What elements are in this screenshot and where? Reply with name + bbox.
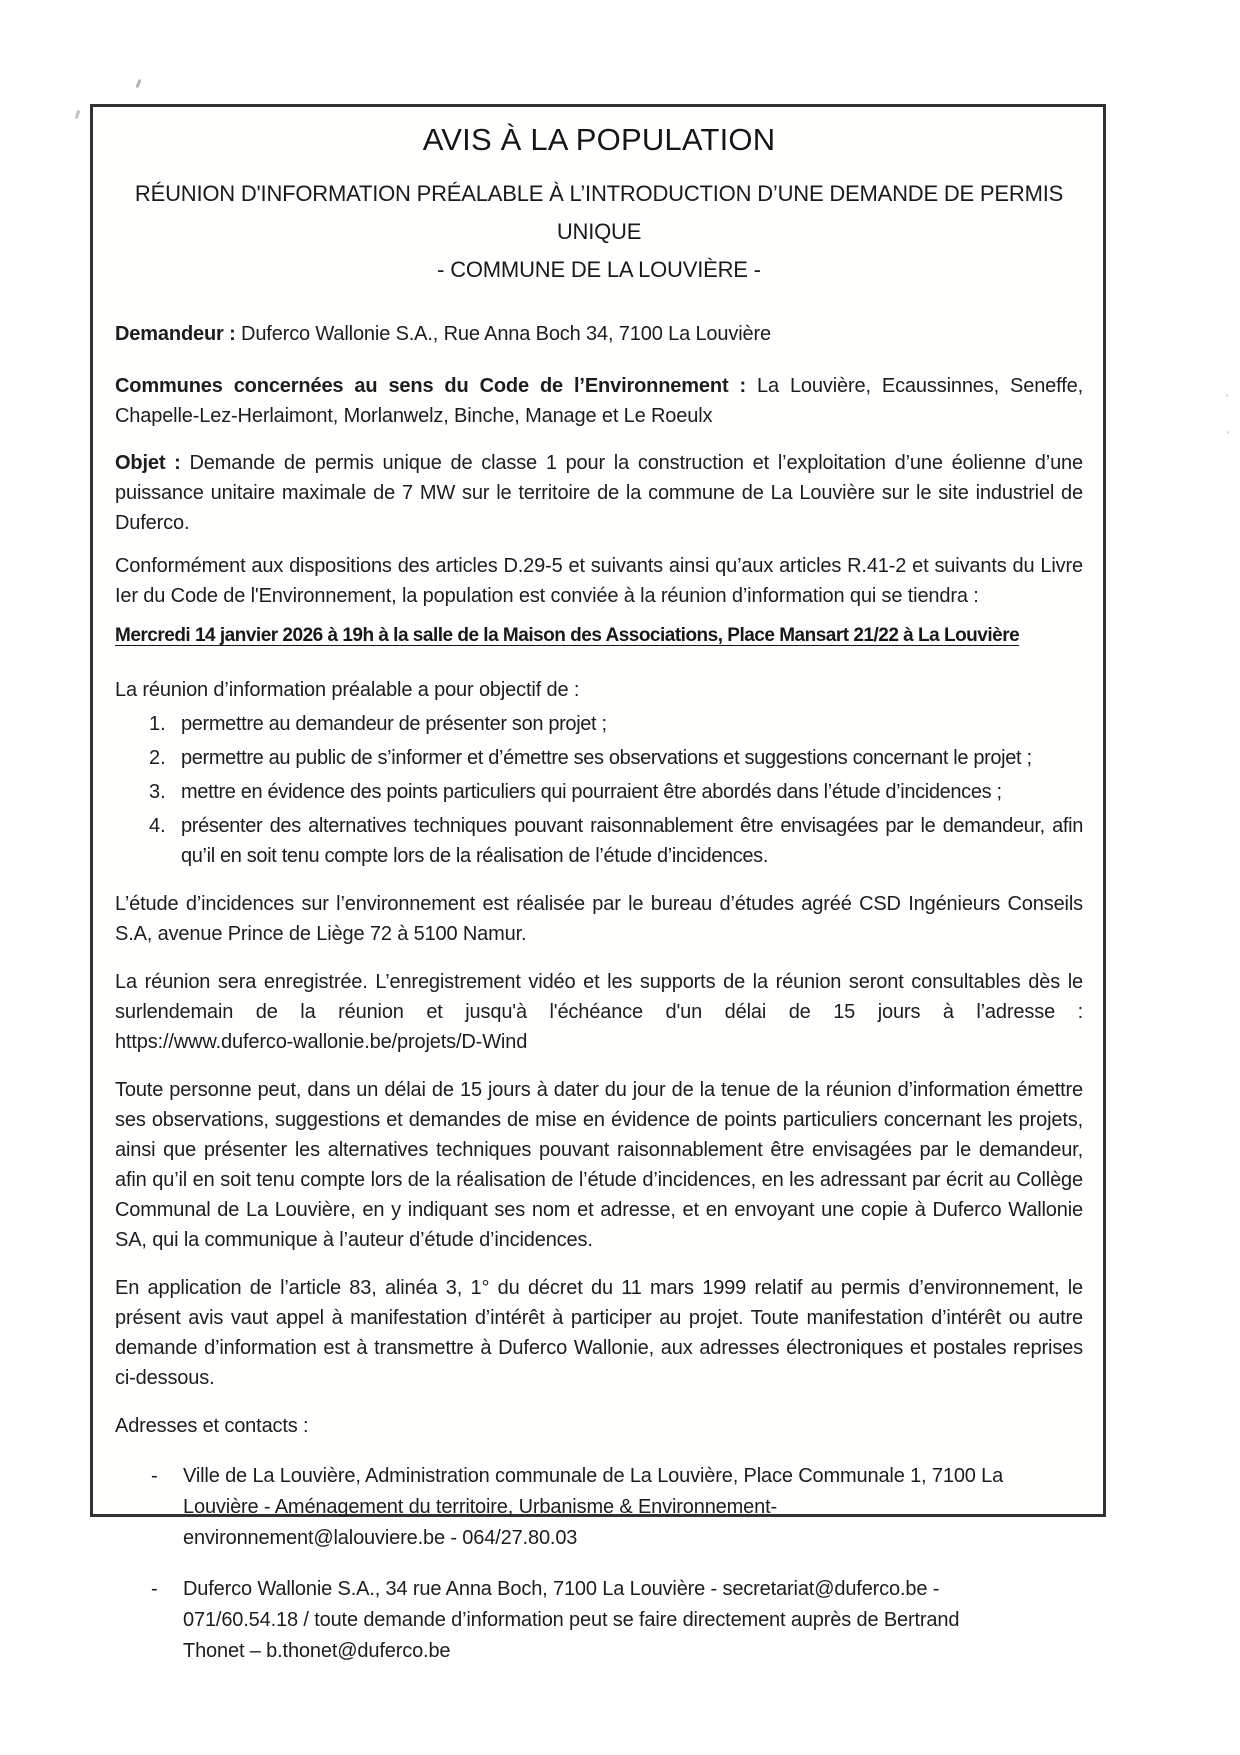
objective-text: mettre en évidence des points particuliers qui pourraient être abordés dans l’étude d’incidences ; (181, 781, 1002, 803)
applicant-label: Demandeur : (115, 323, 236, 345)
objective-text: permettre au demandeur de présenter son projet ; (181, 713, 607, 735)
contact-lines (183, 1574, 1083, 1667)
objectives-list (115, 709, 1083, 871)
communes-line (115, 371, 1083, 431)
subtitle-line-2: - COMMUNE DE LA LOUVIÈRE - (437, 257, 761, 282)
contact-item-duferco (115, 1574, 1083, 1667)
objet-paragraph (115, 448, 1083, 538)
meeting-date-line: Mercredi 14 janvier 2026 à 19h à la salle de la Maison des Associations, Place Mansart 21/22 à La Louvière (115, 625, 1020, 646)
contact-item-ville (115, 1461, 1083, 1554)
communes-value: La Louvière, Ecaussinnes, Seneffe, Chapelle-Lez-Herlaimont, Morlanwelz, Binche, Manage et Le Roeulx (115, 375, 1083, 427)
objective-number: 3. (149, 781, 166, 803)
objective-item (115, 777, 1083, 807)
objective-number: 2. (149, 747, 166, 769)
contact-line: Louvière - Aménagement du territoire, Urbanisme & Environnement- (183, 1496, 778, 1518)
observations-paragraph: Toute personne peut, dans un délai de 15 jours à dater du jour de la tenue de la réunion d’information émettre ses observations, suggestions et demandes de mise en évidence de points particuliers concernant les projets, ainsi que présenter les alternatives techniques pouvant raisonnablement être envisagées par le demandeur, afin qu’il en soit tenu compte lors de la réalisation de l’étude d’incidences, en les adressant par écrit au Collège Communal de La Louvière, en y indiquant ses nom et adresse, et en envoyant une copie à Duferco Wallonie SA, qui la communique à l’auteur d’étude d’incidences. (115, 1079, 1083, 1251)
applicant-line (115, 319, 1083, 349)
scan-artifact (75, 110, 81, 119)
objective-number: 1. (149, 713, 166, 735)
applicant-value: Duferco Wallonie S.A., Rue Anna Boch 34, 7100 La Louvière (241, 323, 771, 345)
objet-value: Demande de permis unique de classe 1 pour la construction et l’exploitation d’une éolienne d’une puissance unitaire maximale de 7 MW sur le territoire de la commune de La Louvière sur le site industriel de Duferco. (115, 452, 1083, 534)
contact-lines (183, 1461, 1083, 1554)
contacts-heading: Adresses et contacts : (115, 1415, 309, 1437)
contact-line: Ville de La Louvière, Administration communale de La Louvière, Place Communale 1, 7100 La (183, 1465, 1004, 1487)
contact-line: Duferco Wallonie S.A., 34 rue Anna Boch, 7100 La Louvière - secretariat@duferco.be - (183, 1578, 940, 1600)
legal-paragraph: Conformément aux dispositions des articles D.29-5 et suivants ainsi qu’aux articles R.41-2 et suivants du Livre Ier du Code de l'Environnement, la population est conviée à la réunion d’information qui se tiendra : (115, 555, 1083, 607)
objective-text: permettre au public de s’informer et d’émettre ses observations et suggestions concernant le projet ; (181, 747, 1032, 769)
dash-bullet: - (151, 1578, 158, 1600)
interest-paragraph: En application de l’article 83, alinéa 3, 1° du décret du 11 mars 1999 relatif au permis d’environnement, le présent avis vaut appel à manifestation d’intérêt à participer au projet. Toute manifestation d’intérêt ou autre demande d’information est à transmettre à Duferco Wallonie, aux adresses électroniques et postales reprises ci-dessous. (115, 1277, 1083, 1389)
dash-bullet: - (151, 1465, 158, 1487)
objective-item (115, 811, 1083, 871)
communes-label: Communes concernées au sens du Code de l’Environnement : (115, 375, 746, 397)
objective-item (115, 709, 1083, 739)
objective-number: 4. (149, 815, 166, 837)
subtitle-line-1: RÉUNION D'INFORMATION PRÉALABLE À L’INTRODUCTION D’UNE DEMANDE DE PERMIS UNIQUE (134, 181, 1064, 244)
notice-subtitle (115, 175, 1083, 289)
scan-artifact (1227, 431, 1229, 434)
contact-line: environnement@lalouviere.be - 064/27.80.03 (183, 1527, 578, 1549)
contact-line: Thonet – b.thonet@duferco.be (183, 1640, 451, 1662)
recording-paragraph: La réunion sera enregistrée. L’enregistrement vidéo et les supports de la réunion seront consultables dès le surlendemain de la réunion et jusqu'à l'échéance d'un délai de 15 jours à l’adresse : (115, 971, 1083, 1023)
objectives-intro: La réunion d’information préalable a pour objectif de : (115, 679, 580, 701)
objective-text: présenter des alternatives techniques pouvant raisonnablement être envisagées par le demandeur, afin qu’il en soit tenu compte lors de la réalisation de l’étude d’incidences. (181, 815, 1083, 867)
contact-line: 071/60.54.18 / toute demande d’information peut se faire directement auprès de Bertrand (183, 1609, 960, 1631)
notice-frame (90, 104, 1106, 1662)
study-paragraph: L’étude d’incidences sur l’environnement est réalisée par le bureau d’études agréé CSD Ingénieurs Conseils S.A, avenue Prince de Liège 72 à 5100 Namur. (115, 893, 1083, 945)
video-url: https://www.duferco-wallonie.be/projets/D-Wind (115, 1031, 528, 1053)
scan-artifact (135, 79, 141, 88)
scan-artifact (1226, 394, 1228, 397)
objective-item (115, 743, 1083, 773)
objet-label: Objet : (115, 452, 181, 474)
page-title: AVIS À LA POPULATION (422, 122, 776, 157)
